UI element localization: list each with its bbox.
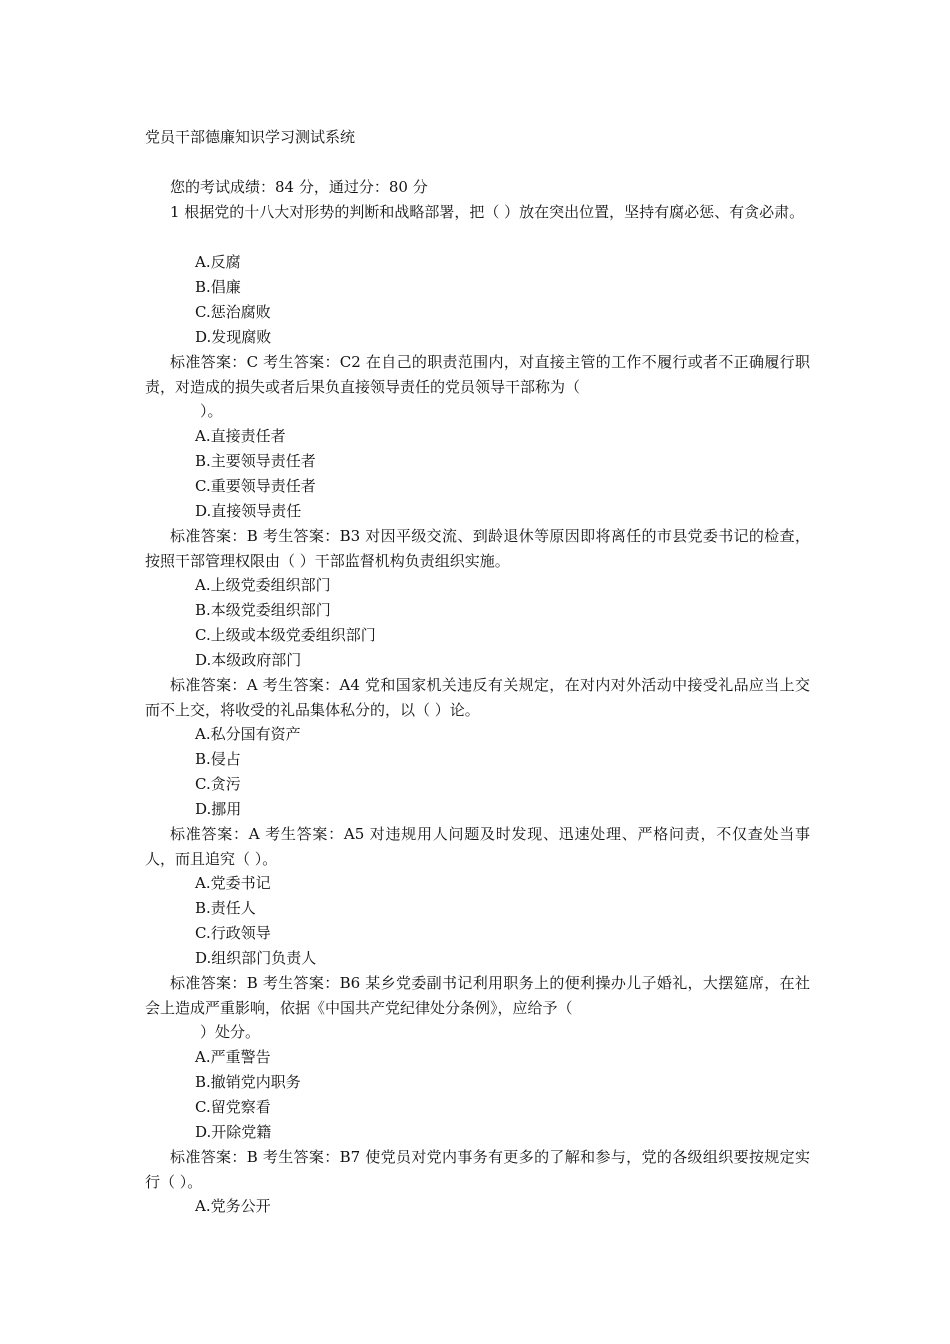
question-6-option-b: B.撤销党内职务	[195, 1073, 301, 1091]
question-6-option-c: C.留党察看	[195, 1098, 271, 1116]
question-3-option-c: C.上级或本级党委组织部门	[195, 626, 376, 644]
question-2-option-b: B.主要领导责任者	[195, 452, 316, 470]
answer-question-block-6	[145, 971, 810, 1021]
question-2-option-d: D.直接领导责任	[195, 502, 302, 520]
answer-question-block-2	[145, 350, 810, 400]
document-title: 党员干部德廉知识学习测试系统	[145, 128, 356, 146]
question-2-stem: 2 在自己的职责范围内，对直接主管的工作不履行或者不正确履行职责，对造成的损失或者后果负直接领导责任的党员领导干部称为（	[145, 353, 810, 396]
question-5-option-d: D.组织部门负责人	[195, 949, 317, 967]
question-1-stem: 1 根据党的十八大对形势的判断和战略部署，把（ ）放在突出位置，坚持有腐必惩、有贪必肃。	[170, 203, 805, 221]
question-3-option-b: B.本级党委组织部门	[195, 601, 331, 619]
question-6-answer-line: 标准答案：B 考生答案：B	[170, 1148, 351, 1166]
question-4-stem: 4 党和国家机关违反有关规定，在对内对外活动中接受礼品应当上交而不上交，将收受的礼品集体私分的，以（ ）论。	[145, 676, 810, 719]
question-6-stem-continuation: ）处分。	[200, 1023, 261, 1041]
answer-question-block-3	[145, 524, 810, 574]
question-5-stem: 5 对违规用人问题及时发现、迅速处理、严格问责，不仅查处当事人，而且追究（ ）。	[145, 825, 810, 868]
question-6-option-d: D.开除党籍	[195, 1123, 272, 1141]
question-3-answer-line: 标准答案：A 考生答案：A	[170, 676, 351, 694]
question-4-option-b: B.侵占	[195, 750, 241, 768]
question-4-option-d: D.挪用	[195, 800, 242, 818]
question-4-answer-line: 标准答案：A 考生答案：A	[170, 825, 355, 843]
question-7-stem: 7 使党员对党内事务有更多的了解和参与，党的各级组织要按规定实行（ ）。	[145, 1148, 810, 1191]
question-6-stem: 6 某乡党委副书记利用职务上的便利操办儿子婚礼，大摆筵席，在社会上造成严重影响，依据《中国共产党纪律处分条例》，应给予（	[145, 974, 810, 1017]
question-3-option-d: D.本级政府部门	[195, 651, 302, 669]
question-1-option-c: C.惩治腐败	[195, 303, 271, 321]
question-1-option-a: A.反腐	[195, 253, 241, 271]
question-5-option-b: B.责任人	[195, 899, 256, 917]
answer-question-block-7	[145, 1145, 810, 1195]
question-2-option-a: A.直接责任者	[195, 427, 286, 445]
question-1-option-d: D.发现腐败	[195, 328, 272, 346]
question-5-option-c: C.行政领导	[195, 924, 271, 942]
question-2-stem-continuation: ）。	[200, 402, 223, 420]
question-7-option-a: A.党务公开	[195, 1197, 271, 1215]
question-2-option-c: C.重要领导责任者	[195, 477, 316, 495]
question-5-option-a: A.党委书记	[195, 874, 271, 892]
question-4-option-c: C.贪污	[195, 775, 241, 793]
question-5-answer-line: 标准答案：B 考生答案：B	[170, 974, 351, 992]
question-2-answer-line: 标准答案：B 考生答案：B	[170, 527, 351, 545]
question-3-stem: 3 对因平级交流、到龄退休等原因即将离任的市县党委书记的检查，按照干部管理权限由（ ）干部监督机构负责组织实施。	[145, 527, 810, 570]
answer-question-block-5	[145, 822, 810, 872]
answer-question-block-4	[145, 673, 810, 723]
question-1-answer-line: 标准答案：C 考生答案：C	[170, 353, 352, 371]
question-3-option-a: A.上级党委组织部门	[195, 576, 331, 594]
question-6-option-a: A.严重警告	[195, 1048, 271, 1066]
exam-score-line: 您的考试成绩：84 分，通过分：80 分	[170, 178, 428, 196]
question-1-option-b: B.倡廉	[195, 278, 241, 296]
question-4-option-a: A.私分国有资产	[195, 725, 301, 743]
